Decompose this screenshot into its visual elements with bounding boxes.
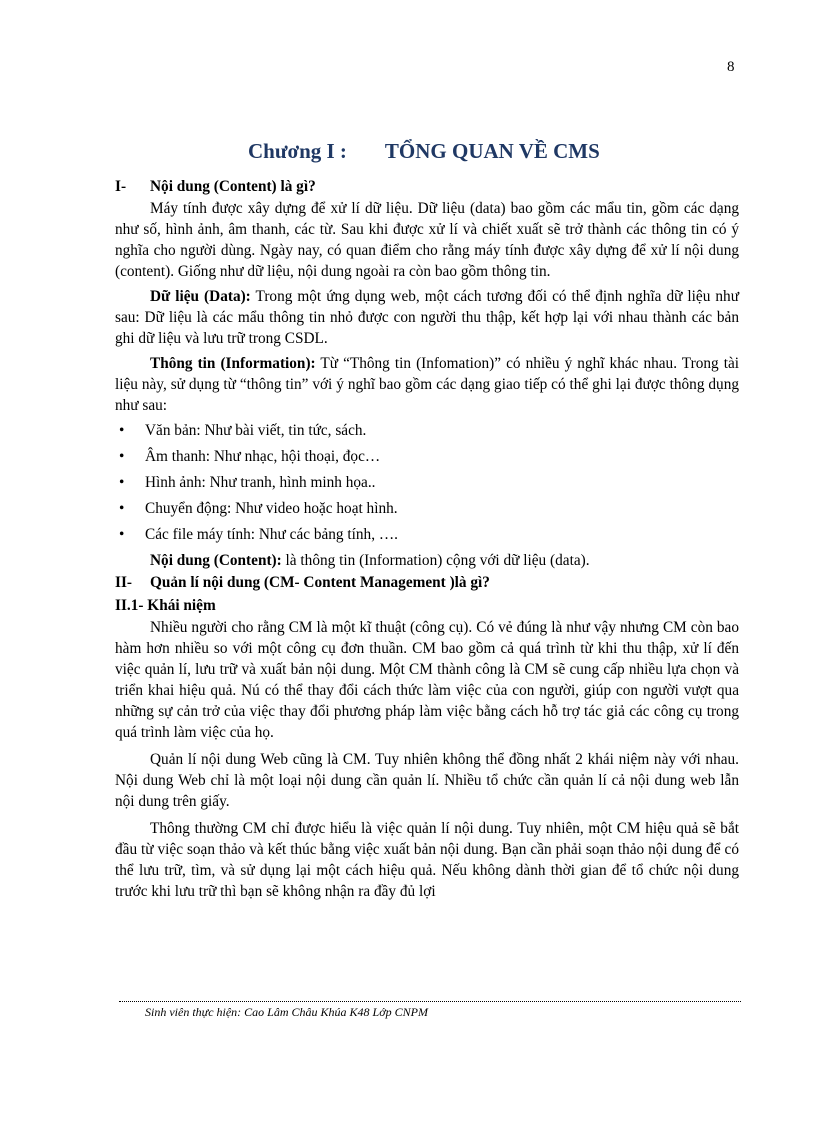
paragraph-data-definition bbox=[115, 286, 739, 349]
definition: là thông tin (Information) cộng với dữ liệu (data). bbox=[281, 552, 590, 569]
term: Thông tin (Information): bbox=[150, 355, 316, 372]
chapter-title bbox=[248, 139, 600, 164]
term: Dữ liệu (Data): bbox=[150, 288, 251, 305]
bullet-icon: • bbox=[119, 474, 125, 491]
list-item: • Văn bản: Như bài viết, tin tức, sách. bbox=[115, 420, 739, 441]
document-body bbox=[115, 175, 739, 902]
section-title: Nội dung (Content) là gì? bbox=[150, 178, 316, 195]
bullet-icon: • bbox=[119, 526, 125, 543]
bullet-icon: • bbox=[119, 500, 125, 517]
section-heading bbox=[115, 571, 739, 594]
definition: Từ “Thông tin (Infomation)” có nhiều ý nghĩ khác nhau. Trong tài liệu này, sử dụng từ “thông tin” với ý nghĩ bao gồm các dạng giao tiếp có thể ghi lại được thông dụng như sau: bbox=[115, 355, 739, 414]
list-item: • Chuyển động: Như video hoặc hoạt hình. bbox=[115, 498, 739, 519]
paragraph-information-definition bbox=[115, 353, 739, 416]
list-item: • Các file máy tính: Như các bảng tính, …. bbox=[115, 524, 739, 545]
bullet-icon: • bbox=[119, 422, 125, 439]
term: Nội dung (Content): bbox=[150, 552, 282, 569]
chapter-label: Chương I : bbox=[248, 139, 347, 163]
paragraph: Quản lí nội dung Web cũng là CM. Tuy nhiên không thể đồng nhất 2 khái niệm này với nhau. Nội dung Web chỉ là một loại nội dung cần quản lí. Nhiều tổ chức cần quản lí cả nội dung web lẫn nội dung trên giấy. bbox=[115, 751, 739, 810]
paragraph: Nhiều người cho rằng CM là một kĩ thuật (công cụ). Có vẻ đúng là như vậy nhưng CM còn bao hàm hơn nhiều so với một công cụ đơn thuần. CM bao gồm cả quá trình từ khi thu thập, xử lí đến việc quản lí, lưu trữ và xuất bản nội dung. Một CM thành công là CM sẽ cung cấp nhiều lựa chọn và triển khai hiệu quả. Nú có thể thay đổi cách thức làm việc của con người, giúp con người vượt qua những sự cản trở của việc thay đổi phương pháp làm việc bằng cách hỗ trợ tác giả các công cụ trong quá trình làm việc của họ. bbox=[115, 619, 739, 741]
paragraph: Máy tính được xây dựng để xử lí dữ liệu. Dữ liệu (data) bao gồm các mẩu tin, gồm các dạng như số, hình ảnh, âm thanh, các từ. Sau khi được xử lí và chiết xuất sẽ trở thành các thông tin có ý nghĩa cho người dùng. Ngày nay, có quan điểm cho rằng máy tính được xây dựng để xử lí nội dung (content). Giống như dữ liệu, nội dung ngoài ra còn bao gồm thông tin. bbox=[115, 200, 739, 280]
paragraph: Thông thường CM chỉ được hiểu là việc quản lí nội dung. Tuy nhiên, một CM hiệu quả sẽ bắt đầu từ việc soạn thảo và kết thúc bằng việc xuất bản nội dung. Bạn cần phải soạn thảo nội dung để có thể lưu trữ, tìm, và sử dụng lại một cách hiệu quả. Nếu không dành thời gian để tổ chức nội dung trước khi lưu trữ thì bạn sẽ không nhận ra đầy đủ lợi bbox=[115, 820, 739, 900]
paragraph-content-definition bbox=[115, 550, 739, 571]
footer-divider bbox=[119, 1001, 741, 1002]
list-item: • Hình ảnh: Như tranh, hình minh họa.. bbox=[115, 472, 739, 493]
bullet-list bbox=[115, 420, 739, 545]
section-number: I- bbox=[115, 178, 127, 195]
definition: Trong một ứng dụng web, một cách tương đối có thể định nghĩa dữ liệu như sau: Dữ liệu là các mẩu thông tin nhỏ được con người thu thập, kết hợp lại với nhau thành các bản ghi dữ liệu và lưu trữ trong CSDL. bbox=[115, 288, 739, 347]
section-title: Quản lí nội dung (CM- Content Management )là gì? bbox=[150, 574, 490, 591]
subsection-heading: II.1- Khái niệm bbox=[115, 597, 216, 614]
section-heading bbox=[115, 175, 739, 198]
list-item: • Âm thanh: Như nhạc, hội thoại, đọc… bbox=[115, 446, 739, 467]
footer-text: Sinh viên thực hiện: Cao Lâm Châu Khúa K48 Lớp CNPM bbox=[145, 1005, 428, 1019]
page-number: 8 bbox=[727, 59, 735, 75]
chapter-title-text: TỔNG QUAN VỀ CMS bbox=[384, 139, 600, 163]
bullet-icon: • bbox=[119, 448, 125, 465]
section-number: II- bbox=[115, 574, 132, 591]
